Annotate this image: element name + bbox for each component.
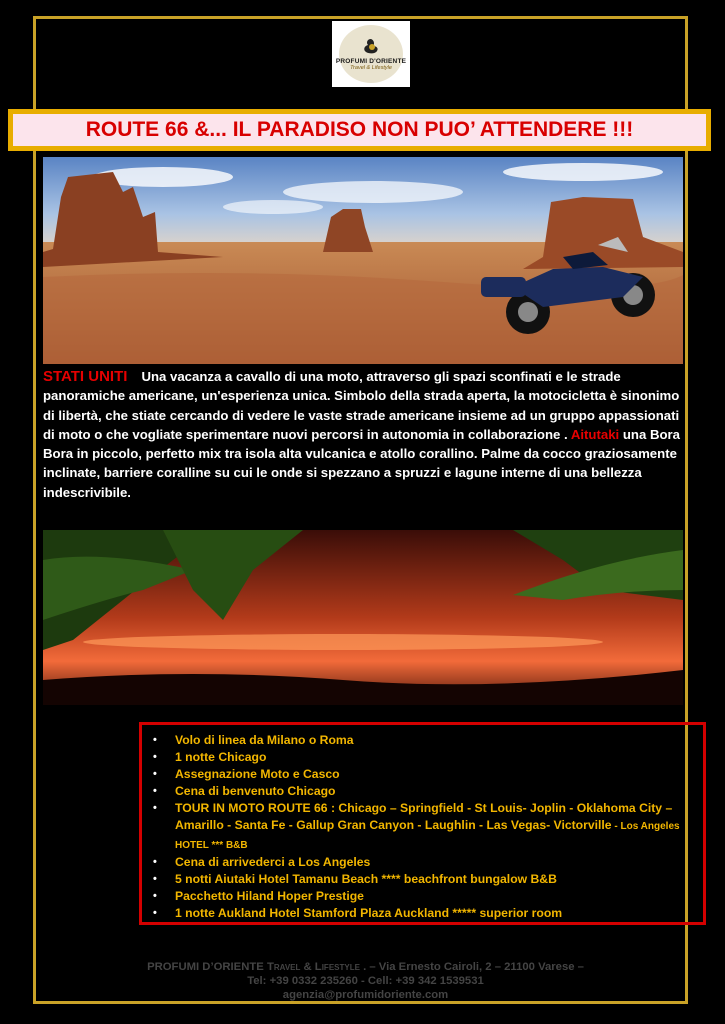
intro-heading: STATI UNITI bbox=[43, 368, 128, 385]
tour-route: TOUR IN MOTO ROUTE 66 : Chicago – Springfield - St Louis- Joplin - Oklahoma City – Amarillo - Santa Fe - Gallup Gran Canyon - Laughlin - Las Vegas- Victorville bbox=[175, 801, 673, 833]
list-item: • Cena di benvenuto Chicago bbox=[175, 783, 703, 800]
list-item: • Assegnazione Moto e Casco bbox=[175, 766, 703, 783]
footer-line-1 bbox=[43, 960, 688, 974]
footer-company-sub: Travel & Lifestyle bbox=[266, 961, 360, 973]
page-title: ROUTE 66 &... IL PARADISO NON PUO’ ATTENDERE !!! bbox=[85, 118, 634, 141]
footer-address: . – Via Ernesto Cairoli, 2 – 21100 Varese – bbox=[363, 961, 584, 973]
footer bbox=[43, 960, 688, 1002]
title-banner bbox=[8, 109, 711, 151]
company-logo bbox=[332, 21, 410, 87]
footer-phones: Tel: +39 0332 235260 - Cell: +39 342 1539531 bbox=[247, 975, 484, 987]
itinerary-box bbox=[139, 722, 706, 925]
list-item: • Cena di arrivederci a Los Angeles bbox=[175, 854, 703, 871]
logo-title: PROFUMI D'ORIENTE bbox=[335, 58, 407, 65]
list-item: • 1 notte Chicago bbox=[175, 749, 703, 766]
itinerary-list bbox=[142, 725, 703, 922]
tour-hotel: - Los Angeles HOTEL *** B&B bbox=[175, 821, 680, 851]
footer-email[interactable]: agenzia@profumidoriente.com bbox=[282, 989, 449, 1001]
list-item-tour bbox=[175, 800, 695, 853]
logo-subtitle: Travel & Lifestyle bbox=[350, 65, 392, 71]
intro-text-1: Una vacanza a cavallo di una moto, attraverso gli spazi sconfinati e le strade panoramiche americane, un'esperienza unica. Simbolo della strada aperta, la motocicletta è sinonimo di libertà, che stiate cercando di vedere le vaste strade americane insieme ad un gruppo appassionati di moto o che vogliate sperimentare nuovi percorsi in autonomia in collaborazione . bbox=[43, 369, 680, 442]
intro-highlight: Aitutaki bbox=[570, 426, 620, 442]
list-item: • Pacchetto Hiland Hoper Prestige bbox=[175, 888, 703, 905]
monument-valley-photo bbox=[43, 157, 683, 364]
swan-icon bbox=[360, 37, 382, 57]
list-item: • 1 notte Aukland Hotel Stamford Plaza Auckland ***** superior room bbox=[175, 905, 703, 922]
sunset-palms-photo bbox=[43, 530, 683, 705]
logo-emblem bbox=[335, 25, 407, 83]
intro-text-2: una Bora Bora in piccolo, perfetto mix tra isola alta vulcanica e atollo corallino. Palme da cocco graziosamente inclinate, barriere coralline su cui le onde si spezzano a spruzzi e lagune interne di una bellezza indescrivibile. bbox=[43, 426, 681, 500]
intro-paragraph bbox=[43, 367, 688, 502]
list-item: • Volo di linea da Milano o Roma bbox=[175, 732, 703, 749]
footer-company: PROFUMI D’ORIENTE bbox=[147, 961, 264, 973]
list-item: • 5 notti Aiutaki Hotel Tamanu Beach **** beachfront bungalow B&B bbox=[175, 871, 703, 888]
